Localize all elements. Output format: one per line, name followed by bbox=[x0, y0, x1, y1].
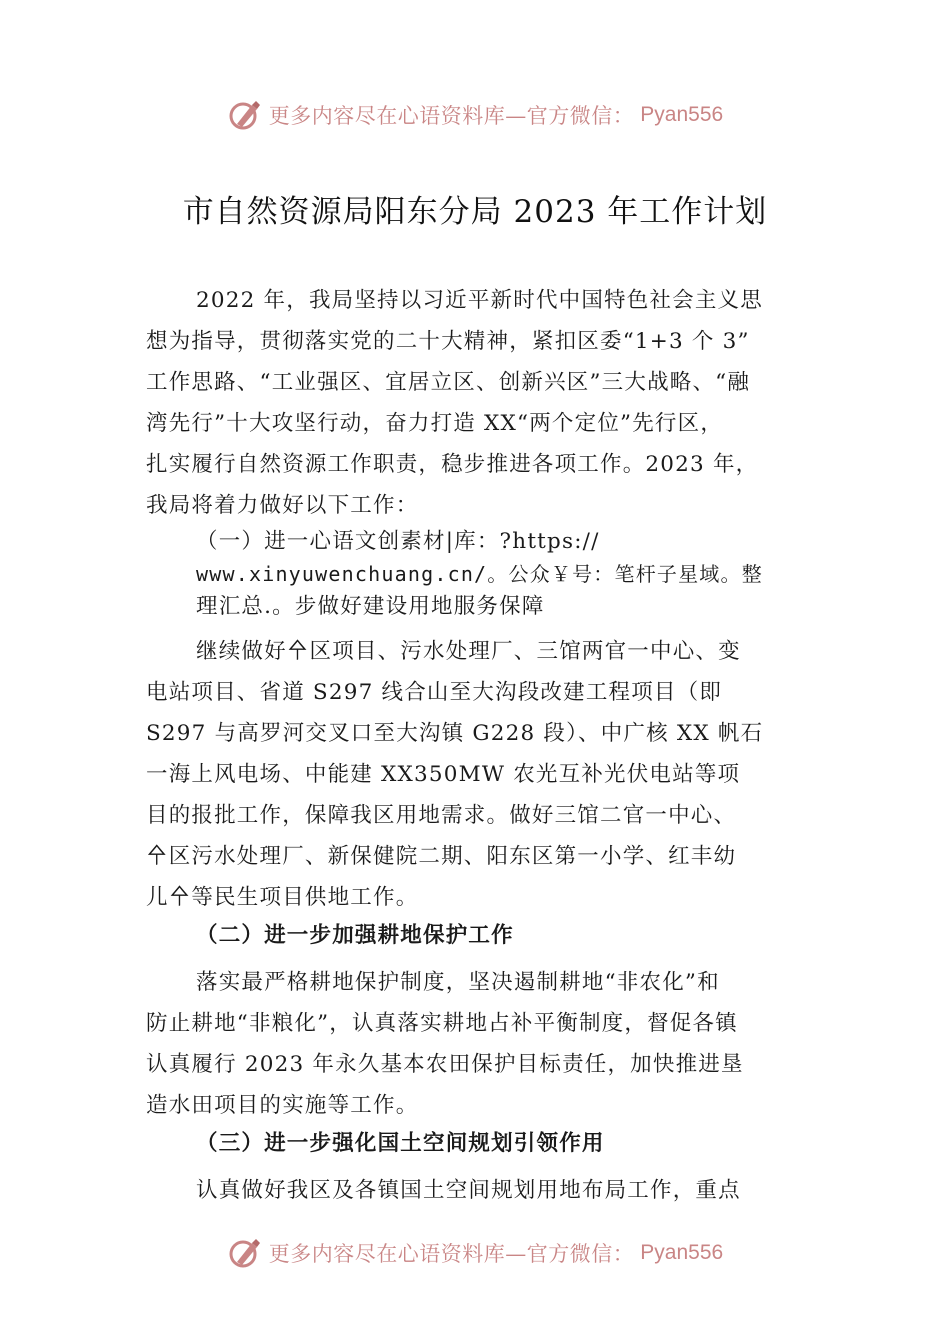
section3-heading: （三）进一步强化国土空间规划引领作用 bbox=[196, 1131, 605, 1156]
section1-url: www.xinyuwenchuang.cn/。公众￥号：笔杆子星域。整 bbox=[196, 562, 763, 586]
banner-slogan: 更多内容尽在心语资料库—官方微信： bbox=[268, 104, 635, 128]
intro-line: 2022 年，我局坚持以习近平新时代中国特色社会主义思 bbox=[196, 288, 763, 313]
section1-body-line: 㐃区污水处理厂、新保健院二期、阳东区第一小学、红丰幼 bbox=[146, 844, 737, 869]
banner-slogan: 更多内容尽在心语资料库—官方微信： bbox=[268, 1242, 635, 1266]
document-title: 市自然资源局阳东分局 2023 年工作计划 bbox=[182, 194, 768, 230]
section1-body-line: 继续做好㐃区项目、污水处理厂、三馆两官一中心、变 bbox=[196, 639, 741, 664]
intro-line: 湾先行”十大攻坚行动，奋力打造 XX“两个定位”先行区， bbox=[146, 411, 724, 436]
section1-heading-line: 理汇总.。步做好建设用地服务保障 bbox=[196, 594, 545, 619]
section1-body-line: S297 与高罗河交叉口至大沟镇 G228 段）、中广核 XX 帆石 bbox=[146, 721, 764, 746]
pen-nib-icon bbox=[227, 1235, 263, 1271]
section2-body-line: 认真履行 2023 年永久基本农田保护目标责任，加快推进垦 bbox=[146, 1052, 744, 1077]
section2-heading: （二）进一步加强耕地保护工作 bbox=[196, 923, 514, 948]
section2-body-line: 防止耕地“非粮化”，认真落实耕地占补平衡制度，督促各镇 bbox=[146, 1011, 738, 1036]
intro-line: 想为指导，贯彻落实党的二十大精神，紧扣区委“1+3 个 3” bbox=[146, 329, 750, 354]
section2-body-line: 落实最严格耕地保护制度，坚决遏制耕地“非农化”和 bbox=[196, 970, 720, 995]
section1-body-line: 电站项目、省道 S297 线合山至大沟段改建工程项目（即 bbox=[146, 680, 723, 705]
section1-body-line: 目的报批工作，保障我区用地需求。做好三馆二官一中心、 bbox=[146, 803, 737, 828]
section3-body-line: 认真做好我区及各镇国土空间规划用地布局工作，重点 bbox=[196, 1178, 741, 1203]
header-watermark-banner bbox=[0, 95, 950, 135]
banner-wechat-handle: Pyan556 bbox=[640, 103, 724, 126]
section1-heading-line bbox=[146, 558, 810, 591]
pen-nib-icon bbox=[227, 97, 263, 133]
banner-wechat-handle: Pyan556 bbox=[640, 1241, 724, 1264]
section1-heading-line: （一）进一心语文创素材|库：?https:// bbox=[196, 529, 600, 554]
intro-line: 我局将着力做好以下工作： bbox=[146, 493, 419, 518]
section1-body-line: 一海上风电场、中能建 XX350MW 农光互补光伏电站等项 bbox=[146, 762, 741, 787]
footer-watermark-banner bbox=[0, 1233, 950, 1273]
document-body bbox=[146, 280, 810, 1211]
section2-body-line: 造水田项目的实施等工作。 bbox=[146, 1093, 419, 1118]
intro-line: 工作思路、“工业强区、宜居立区、创新兴区”三大战略、“融 bbox=[146, 370, 751, 395]
intro-line: 扎实履行自然资源工作职责，稳步推进各项工作。2023 年， bbox=[146, 452, 759, 477]
section1-body-line: 儿㐃等民生项目供地工作。 bbox=[146, 885, 419, 910]
